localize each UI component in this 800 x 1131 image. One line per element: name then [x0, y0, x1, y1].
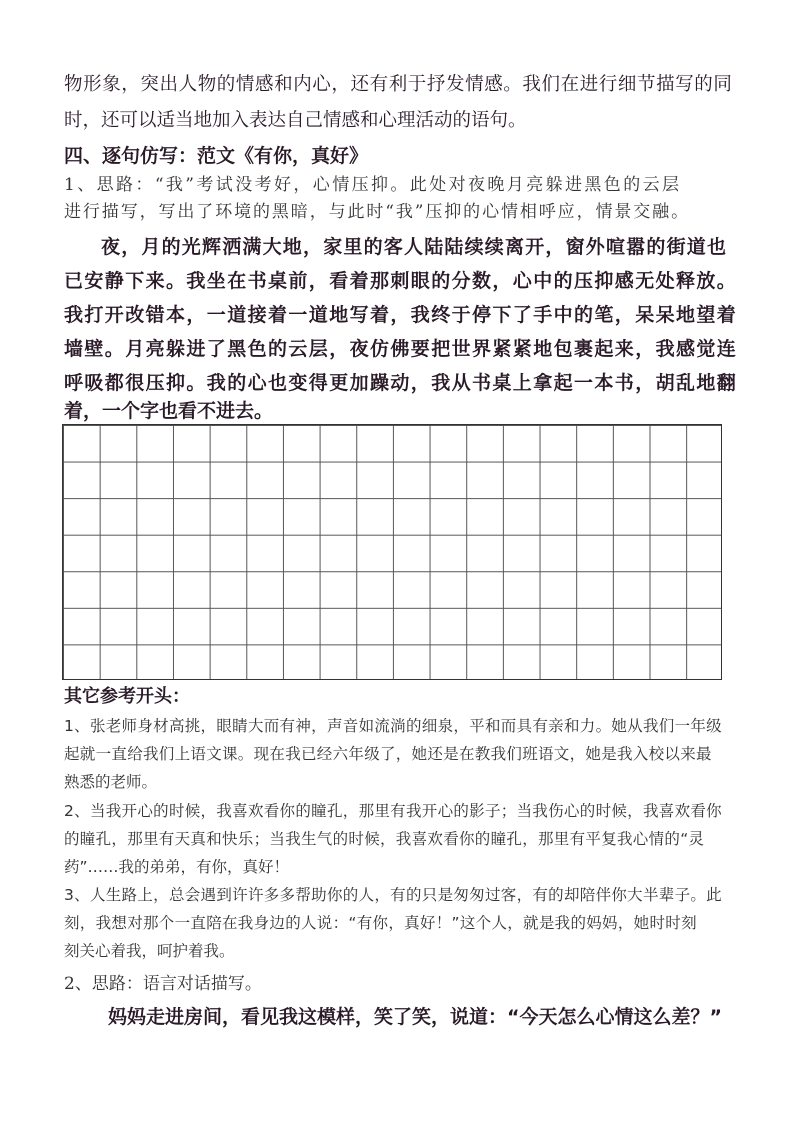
- other-line: 2、当我开心的时候，我喜欢看你的瞳孔，那里有我开心的影子；当我伤心的时候，我喜欢看你: [64, 802, 722, 820]
- other-line: 的瞳孔，那里有天真和快乐；当我生气的时候，我喜欢看你的瞳孔，那里有平复我心情的“灵: [64, 830, 705, 848]
- model-line: 呼吸都很压抑。我的心也变得更加躁动，我从书桌上拿起一本书，胡乱地翻: [64, 372, 738, 394]
- other-line: 刻，我想对那个一直陪在我身边的人说：“有你，真好！”这个人，就是我的妈妈，她时时刻: [64, 914, 697, 932]
- model-line: 墙壁。月亮躲进了黑色的云层，夜仿佛要把世界紧紧地包裹起来，我感觉连: [64, 338, 738, 360]
- section-heading: 四、逐句仿写：范文《有你，真好》: [64, 145, 369, 167]
- writing-grid[interactable]: [62, 424, 722, 680]
- model-line: 夜，月的光辉洒满大地，家里的客人陆陆续续离开，窗外喧嚣的街道也: [101, 236, 728, 258]
- other-line: 熟悉的老师。: [64, 773, 158, 791]
- model-line: 已安静下来。我坐在书桌前，看着那刺眼的分数，心中的压抑感无处释放。: [64, 270, 738, 292]
- other-line: 1、张老师身材高挑，眼睛大而有神，声音如流淌的细泉，平和而具有亲和力。她从我们一年级: [64, 717, 722, 735]
- other-line: 3、人生路上，总会遇到许许多多帮助你的人，有的只是匆匆过客，有的却陪伴你大半辈子。此: [64, 886, 722, 904]
- other-line: 起就一直给我们上语文课。现在我已经六年级了，她还是在教我们班语文，她是我入校以来最: [64, 745, 712, 763]
- model-line: 着，一个字也看不进去。: [64, 400, 274, 422]
- model-line: 妈妈走进房间，看见我这模样，笑了笑，说道：“今天怎么心情这么差？”: [108, 1006, 722, 1028]
- idea-line: 1、思路：“我”考试没考好，心情压抑。此处对夜晚月亮躲进黑色的云层: [64, 175, 682, 195]
- intro-line: 物形象，突出人物的情感和内心，还有利于抒发情感。我们在进行细节描写的同: [64, 74, 733, 95]
- idea-line: 进行描写，写出了环境的黑暗，与此时“我”压抑的心情相呼应，情景交融。: [64, 202, 690, 222]
- other-heading: 其它参考开头：: [64, 686, 190, 707]
- model-line: 我打开改错本，一道接着一道地写着，我终于停下了手中的笔，呆呆地望着: [64, 304, 738, 326]
- idea-line: 2、思路：语言对话描写。: [64, 974, 262, 994]
- other-line: 药”……我的弟弟，有你，真好！: [64, 858, 290, 876]
- intro-line: 时，还可以适当地加入表达自己情感和心理活动的语句。: [64, 110, 527, 131]
- other-line: 刻关心着我，呵护着我。: [64, 942, 235, 960]
